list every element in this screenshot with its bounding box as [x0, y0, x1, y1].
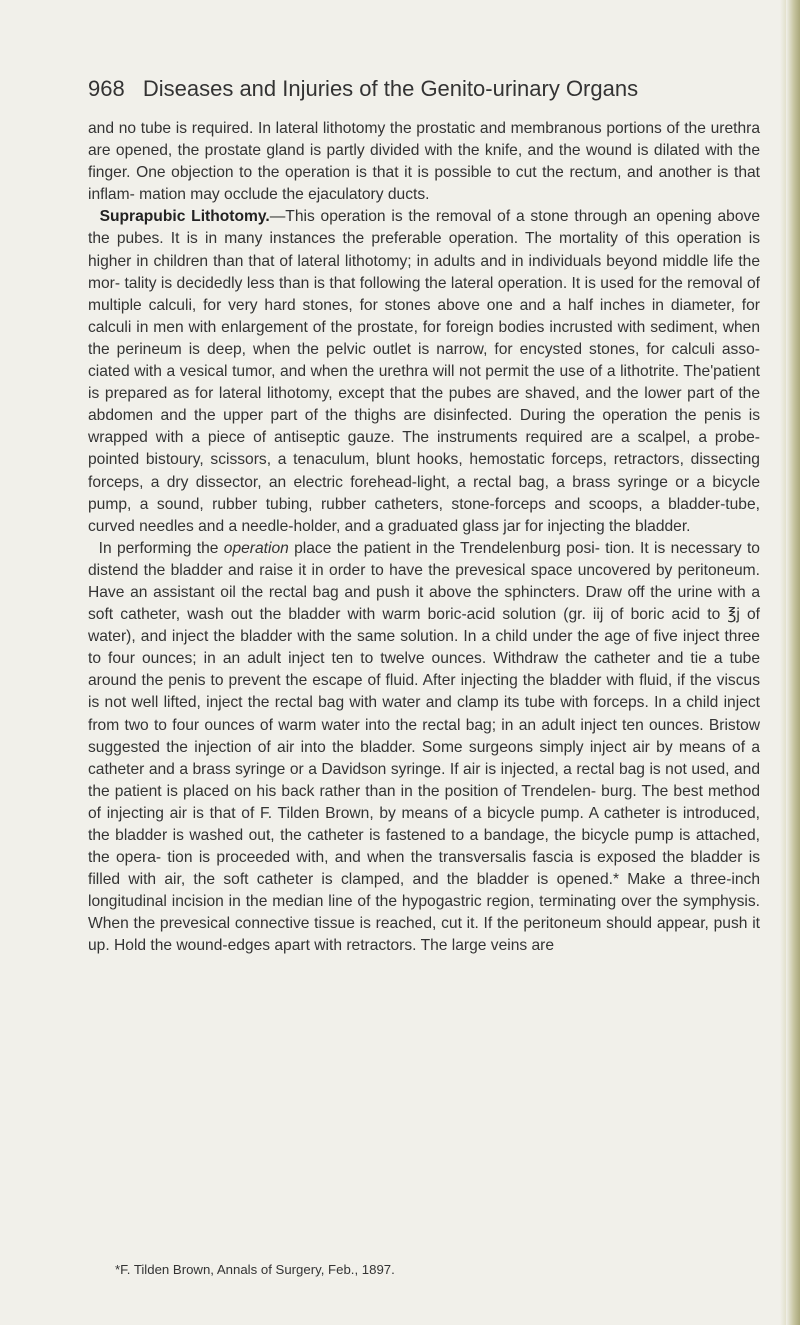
paragraph-3-italic: operation: [223, 539, 289, 557]
paragraph-3-rest: place the patient in the Trendelenburg posi- tion. It is necessary to distend the bladder and raise it in order to have the prevesical space uncovered by peritoneum. Have an assistant oil the rectal bag and push it above the sphincters. Draw off the urine with a soft catheter, wash out the bladder with warm boric-acid solution (gr. iij of boric acid to ℥j of water), and inject the bladder with the same solution. In a child under the age of five inject three to four ounces; in an adult inject ten to twelve ounces. Withdraw the catheter and tie a tube around the penis to prevent the escape of fluid. After injecting the bladder with fluid, if the viscus is not well lifted, inject the rectal bag with water and clamp its tube with forceps. In a child inject from two to four ounces of warm water into the rectal bag; in an adult inject ten ounces. Bristow suggested the injection of air into the bladder. Some surgeons simply inject air by means of a catheter and a brass syringe or a Davidson syringe. If air is injected, a rectal bag is not used, and the patient is placed on his back rather than in the position of Trendelen- burg. The best method of injecting air is that of F. Tilden Brown, by means of a bicycle pump. A catheter is introduced, the bladder is washed out, the catheter is fastened to a bandage, the bicycle pump is attached, the opera- tion is proceeded with, and when the transversalis fascia is exposed the bladder is filled with air, the soft catheter is clamped, and the bladder is opened.* Make a three-inch longitudinal incision in the median line of the hypogastric region, terminating over the symphysis. When the prevesical connective tissue is reached, cut it. If the peritoneum should appear, push it up. Hold the wound-edges apart with retractors. The large veins are: [88, 539, 760, 955]
running-title: Diseases and Injuries of the Genito-urinary Organs: [142, 76, 639, 101]
page-edge: [786, 0, 800, 1325]
paragraph-2-body: —This operation is the removal of a stone through an opening above the pubes. It is in many instances the preferable operation. The mortality of this operation is higher in children than that of lateral lithotomy; in adults and in individuals beyond middle life the mor- tality is decidedly less than is that following the lateral operation. It is used for the removal of multiple calculi, for very hard stones, for stones above one and a half inches in diameter, for calculi in men with enlargement of the prostate, for foreign bodies incrusted with sediment, when the perineum is deep, when the pelvic outlet is narrow, for encysted stones, for calculi asso- ciated with a vesical tumor, and when the urethra will not permit the use of a lithotrite. The'patient is prepared as for lateral lithotomy, except that the pubes are shaved, and the lower part of the abdomen and the upper part of the thighs are disinfected. During the operation the penis is wrapped with a piece of antiseptic gauze. The instruments required are a scalpel, a probe- pointed bistoury, scissors, a tenaculum, blunt hooks, hemostatic forceps, retractors, dissecting forceps, a dry dissector, an electric forehead-light, a rectal bag, a brass syringe or a bicycle pump, a sound, rubber tubing, rubber catheters, stone-forceps and scoops, a bladder-tube, curved needles and a needle-holder, and a graduated glass jar for injecting the bladder.: [88, 208, 760, 535]
page-header: [88, 76, 768, 102]
body-text: [88, 118, 760, 958]
paragraph-1: and no tube is required. In lateral lithotomy the prostatic and membranous portions of the urethra are opened, the prostate gland is partly divided with the knife, and the wound is dilated with the finger. One objection to the operation is that it is possible to cut the rectum, and another is that inflam- mation may occlude the ejaculatory ducts.: [88, 120, 760, 204]
paragraph-2: [88, 206, 760, 537]
paragraph-3: [88, 538, 760, 958]
section-heading: Suprapubic Lithotomy.: [99, 208, 270, 226]
page-number: 968: [88, 76, 125, 101]
footnote: *F. Tilden Brown, Annals of Surgery, Feb., 1897.: [115, 1262, 395, 1277]
paragraph-3-start: In performing the: [98, 539, 219, 557]
